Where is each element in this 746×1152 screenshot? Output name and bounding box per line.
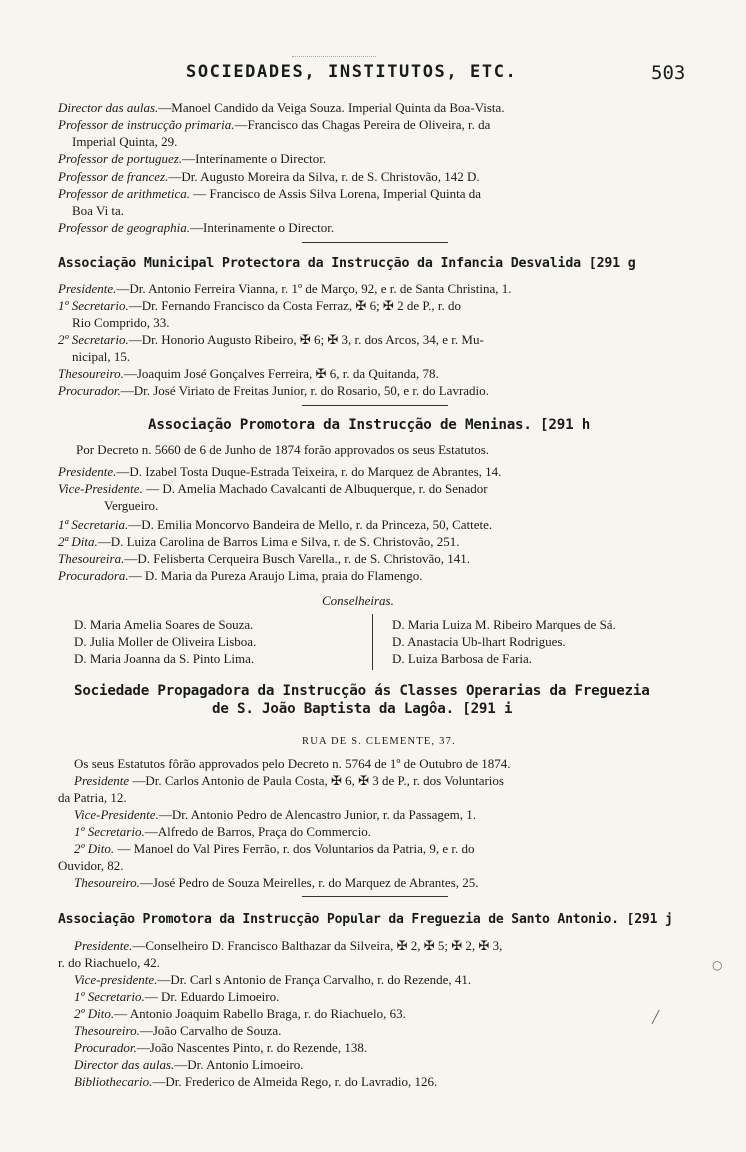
entry-line: Presidente.—D. Izabel Tosta Duque-Estrada Teixeira, r. do Marquez de Abrantes, 14. (58, 464, 502, 479)
section-heading: Associação Municipal Protectora da Instrucção da Infancia Desvalida [291 g (58, 256, 636, 271)
section-rule (302, 242, 448, 243)
council-left-2: D. Julia Moller de Oliveira Lisboa. (74, 634, 257, 649)
address-line: RUA DE S. CLEMENTE, 37. (302, 736, 456, 747)
council-right-3: D. Luiza Barbosa de Faria. (392, 651, 533, 666)
entry-line: Vergueiro. (104, 498, 159, 513)
entry-line: Presidente —Dr. Carlos Antonio de Paula Costa, ✠ 6, ✠ 3 de P., r. dos Voluntarios (74, 773, 504, 788)
entry-line: 2ª Dita.—D. Luiza Carolina de Barros Lima e Silva, r. de S. Christovão, 251. (58, 534, 460, 549)
entry-line: Presidente.—Conselheiro D. Francisco Balthazar da Silveira, ✠ 2, ✠ 5; ✠ 2, ✠ 3, (74, 938, 503, 953)
margin-mark-icon: ○ (712, 958, 723, 972)
entry-line: Professor de portuguez.—Interinamente o Director. (58, 151, 327, 166)
entry-line: Presidente.—Dr. Antonio Ferreira Vianna, r. 1º de Março, 92, e r. de Santa Christina, 1. (58, 281, 512, 296)
council-right-1: D. Maria Luiza M. Ribeiro Marques de Sá. (392, 617, 616, 632)
entry-line: Procuradora.— D. Maria da Pureza Araujo Lima, praia do Flamengo. (58, 568, 423, 583)
council-left-1: D. Maria Amelia Soares de Souza. (74, 617, 254, 632)
entry-line: 2º Secretario.—Dr. Honorio Augusto Ribeiro, ✠ 6; ✠ 3, r. dos Arcos, 34, e r. Mu- (58, 332, 484, 347)
page-header (0, 62, 746, 88)
section-heading: Associação Promotora da Instrucção de Meninas. [291 h (148, 417, 591, 433)
margin-stroke-icon: ╱ (652, 1010, 660, 1024)
entry-line: Rio Comprido, 33. (72, 315, 170, 330)
section-rule (302, 896, 448, 897)
entry-line: Procurador.—Dr. José Viriato de Freitas Junior, r. do Rosario, 50, e r. do Lavradio. (58, 383, 489, 398)
entry-line: Vice-Presidente.—Dr. Antonio Pedro de Alencastro Junior, r. da Passagem, 1. (74, 807, 477, 822)
section-heading: Associação Promotora da Instrucção Popular da Freguezia de Santo Antonio. [291 j (58, 912, 673, 927)
entry-line: Thesoureira.—D. Felisberta Cerqueira Busch Varella., r. de S. Christovão, 141. (58, 551, 470, 566)
council-right-2: D. Anastacia Ub-lhart Rodrigues. (392, 634, 566, 649)
entry-line: 1º Secretario.—Alfredo de Barros, Praça do Commercio. (74, 824, 372, 839)
entry-line: Director das aulas.—Manoel Candido da Veiga Souza. Imperial Quinta da Boa-Vista. (58, 100, 505, 115)
entry-line: Director das aulas.—Dr. Antonio Limoeiro. (74, 1057, 304, 1072)
entry-line: da Patria, 12. (58, 790, 127, 805)
section-heading-cont: de S. João Baptista da Lagôa. [291 i (212, 701, 513, 717)
entry-line: nicipal, 15. (72, 349, 131, 364)
column-divider (372, 614, 373, 670)
entry-line: 1º Secretario.— Dr. Eduardo Limoeiro. (74, 989, 280, 1004)
page-number: 503 (651, 62, 686, 84)
section-rule (302, 405, 448, 406)
entry-line: Professor de francez.—Dr. Augusto Moreira da Silva, r. de S. Christovão, 142 D. (58, 169, 480, 184)
entry-line: Procurador.—João Nascentes Pinto, r. do Rezende, 138. (74, 1040, 368, 1055)
council-left-3: D. Maria Joanna da S. Pinto Lima. (74, 651, 255, 666)
section-heading: Sociedade Propagadora da Instrucção ás Classes Operarias da Freguezia (74, 683, 650, 699)
entry-line: 2º Dito. — Manoel do Val Pires Ferrão, r. dos Voluntarios da Patria, 9, e r. do (74, 841, 475, 856)
entry-line: 1º Secretario.—Dr. Fernando Francisco da Costa Ferraz, ✠ 6; ✠ 2 de P., r. do (58, 298, 461, 313)
running-title: SOCIEDADES, INSTITUTOS, ETC. (186, 62, 518, 82)
entry-line: Thesoureiro.—Joaquim José Gonçalves Ferreira, ✠ 6, r. da Quitanda, 78. (58, 366, 439, 381)
entry-line: 2º Dito.— Antonio Joaquim Rabello Braga, r. do Riachuelo, 63. (74, 1006, 406, 1021)
entry-line: Vice-Presidente. — D. Amelia Machado Cavalcanti de Albuquerque, r. do Senador (58, 481, 488, 496)
entry-line: r. do Riachuelo, 42. (58, 955, 160, 970)
entry-line: Os seus Estatutos fôrão approvados pelo Decreto n. 5764 de 1º de Outubro de 1874. (74, 756, 511, 771)
decree-line: Por Decreto n. 5660 de 6 de Junho de 1874 forão approvados os seus Estatutos. (76, 442, 490, 457)
entry-line: Professor de instrucção primaria.—Francisco das Chagas Pereira de Oliveira, r. da (58, 117, 491, 132)
entry-line: 1ª Secretaria.—D. Emilia Moncorvo Bandeira de Mello, r. da Princeza, 50, Cattete. (58, 517, 493, 532)
entry-line: Boa Vi ta. (72, 203, 125, 218)
entry-line: Bibliothecario.—Dr. Frederico de Almeida Rego, r. do Lavradio, 126. (74, 1074, 438, 1089)
entry-line: Imperial Quinta, 29. (72, 134, 178, 149)
entry-line: Professor de arithmetica. — Francisco de Assis Silva Lorena, Imperial Quinta da (58, 186, 482, 201)
entry-line: Professor de geographia.—Interinamente o Director. (58, 220, 335, 235)
top-mark (292, 56, 376, 57)
entry-line: Vice-presidente.—Dr. Carl s Antonio de França Carvalho, r. do Rezende, 41. (74, 972, 472, 987)
entry-line: Thesoureiro.—João Carvalho de Souza. (74, 1023, 282, 1038)
entry-line: Ouvidor, 82. (58, 858, 124, 873)
council-title: Conselheiras. (322, 593, 394, 608)
entry-line: Thesoureiro.—José Pedro de Souza Meirelles, r. do Marquez de Abrantes, 25. (74, 875, 479, 890)
